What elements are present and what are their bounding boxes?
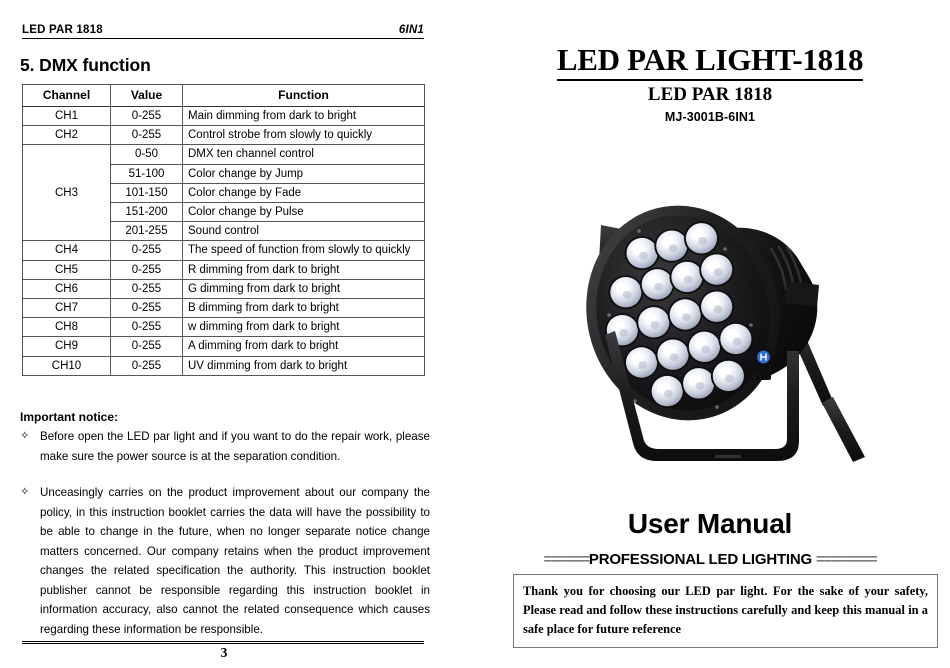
- column-header-value: Value: [111, 85, 183, 107]
- table-row: [23, 279, 425, 298]
- cell-function: B dimming from dark to bright: [183, 299, 425, 318]
- cell-value: 101-150: [111, 183, 183, 202]
- cell-function: Color change by Fade: [183, 183, 425, 202]
- cover-title-text: LED PAR LIGHT-1818: [557, 42, 863, 81]
- running-header-product: LED PAR 1818: [22, 24, 103, 36]
- running-header-variant: 6IN1: [398, 24, 424, 36]
- cell-channel: CH9: [23, 337, 111, 356]
- led-lens: [625, 236, 660, 270]
- diamond-bullet-icon: ✧: [20, 430, 30, 442]
- cell-value: 0-255: [111, 260, 183, 279]
- cell-value: 51-100: [111, 164, 183, 183]
- cell-value: 0-50: [111, 145, 183, 164]
- led-lens: [640, 267, 675, 301]
- tagline-dashes-right: ========: [815, 551, 877, 568]
- cell-channel: CH4: [23, 241, 111, 260]
- brand-badge: [756, 348, 771, 380]
- cell-function: Main dimming from dark to bright: [183, 107, 425, 126]
- cell-function: Sound control: [183, 222, 425, 241]
- led-lens: [681, 366, 716, 400]
- cell-channel: CH10: [23, 356, 111, 375]
- left-page: [0, 0, 470, 668]
- led-lens: [699, 253, 734, 287]
- table-row: [23, 107, 425, 126]
- cell-value: 0-255: [111, 241, 183, 260]
- cell-function: Control strobe from slowly to quickly: [183, 126, 425, 145]
- cell-channel: CH8: [23, 318, 111, 337]
- table-row: [23, 260, 425, 279]
- cell-value: 0-255: [111, 337, 183, 356]
- cover-subtitle: LED PAR 1818: [647, 84, 773, 105]
- page-number: 3: [220, 645, 228, 660]
- cell-value: 0-255: [111, 107, 183, 126]
- user-manual-heading: User Manual: [627, 508, 793, 539]
- led-lens: [684, 221, 719, 255]
- table-row: [23, 356, 425, 375]
- led-par-can-light-image: [565, 165, 925, 465]
- cell-channel: CH2: [23, 126, 111, 145]
- led-lens: [655, 338, 690, 372]
- cell-function: w dimming from dark to bright: [183, 318, 425, 337]
- table-body: [23, 107, 425, 376]
- important-notice-list: [20, 427, 430, 656]
- notice-text: Unceasingly carries on the product improvement about our company the policy, in this instruction booklet carries the data will have the possibility to be able to change in the future, when no longer separate notice change matters concerned. Our company retains when the product improvement changes the related specification the authority. This instruction booklet publisher cannot be responsible regarding this instruction booklet in information accuracy, also cannot the related consequence which causes regarding these information be responsible.: [40, 486, 430, 636]
- led-lens: [718, 322, 753, 356]
- led-lens: [624, 345, 659, 379]
- led-lens: [608, 275, 643, 309]
- led-lens: [668, 298, 703, 332]
- cell-value: 151-200: [111, 203, 183, 222]
- running-header: [22, 24, 424, 39]
- cell-channel: CH7: [23, 299, 111, 318]
- cell-function: Color change by Jump: [183, 164, 425, 183]
- led-lens: [636, 305, 671, 339]
- table-row: [23, 145, 425, 164]
- dmx-function-table: [22, 84, 425, 376]
- led-lens: [650, 374, 685, 408]
- tagline: [470, 551, 950, 568]
- cover-model-number: MJ-3001B-6IN1: [664, 110, 756, 124]
- column-header-function: Function: [183, 85, 425, 107]
- section-title: 5. DMX function: [20, 55, 151, 75]
- tagline-text: PROFESSIONAL LED LIGHTING: [588, 551, 812, 568]
- table-row: [23, 126, 425, 145]
- table-row: [23, 241, 425, 260]
- led-lens: [687, 330, 722, 364]
- cell-value: 0-255: [111, 279, 183, 298]
- diamond-bullet-icon: ✧: [20, 486, 30, 498]
- tagline-dashes-left: ======: [543, 551, 589, 568]
- cell-value: 0-255: [111, 318, 183, 337]
- cell-value: 0-255: [111, 356, 183, 375]
- cell-channel: CH5: [23, 260, 111, 279]
- notice-item: [20, 483, 430, 639]
- cell-function: Color change by Pulse: [183, 203, 425, 222]
- led-lens: [699, 290, 734, 324]
- notice-item: [20, 427, 430, 466]
- table-row: [23, 318, 425, 337]
- cell-value: 0-255: [111, 299, 183, 318]
- cell-function: G dimming from dark to bright: [183, 279, 425, 298]
- cell-function: R dimming from dark to bright: [183, 260, 425, 279]
- led-lens: [670, 260, 705, 294]
- important-notice-title: Important notice:: [20, 410, 118, 424]
- cover-title: [470, 42, 950, 81]
- cell-function: A dimming from dark to bright: [183, 337, 425, 356]
- cell-channel: CH6: [23, 279, 111, 298]
- cell-channel: CH3: [23, 145, 111, 241]
- right-page-cover: [470, 0, 950, 668]
- table-header-row: [23, 85, 425, 107]
- column-header-channel: Channel: [23, 85, 111, 107]
- led-lens: [711, 359, 746, 393]
- cell-value: 0-255: [111, 126, 183, 145]
- table-row: [23, 337, 425, 356]
- cell-function: UV dimming from dark to bright: [183, 356, 425, 375]
- thank-you-box: Thank you for choosing our LED par light. For the sake of your safety, Please read and follow these instructions carefully and keep this manual in a safe place for future reference: [513, 574, 938, 648]
- notice-text: Before open the LED par light and if you want to do the repair work, please make sure the power source is at the separation condition.: [40, 430, 430, 463]
- cell-function: The speed of function from slowly to quickly: [183, 241, 425, 260]
- cell-function: DMX ten channel control: [183, 145, 425, 164]
- cell-channel: CH1: [23, 107, 111, 126]
- led-lens: [654, 229, 689, 263]
- table-row: [23, 299, 425, 318]
- cell-value: 201-255: [111, 222, 183, 241]
- footer-divider: [22, 641, 424, 642]
